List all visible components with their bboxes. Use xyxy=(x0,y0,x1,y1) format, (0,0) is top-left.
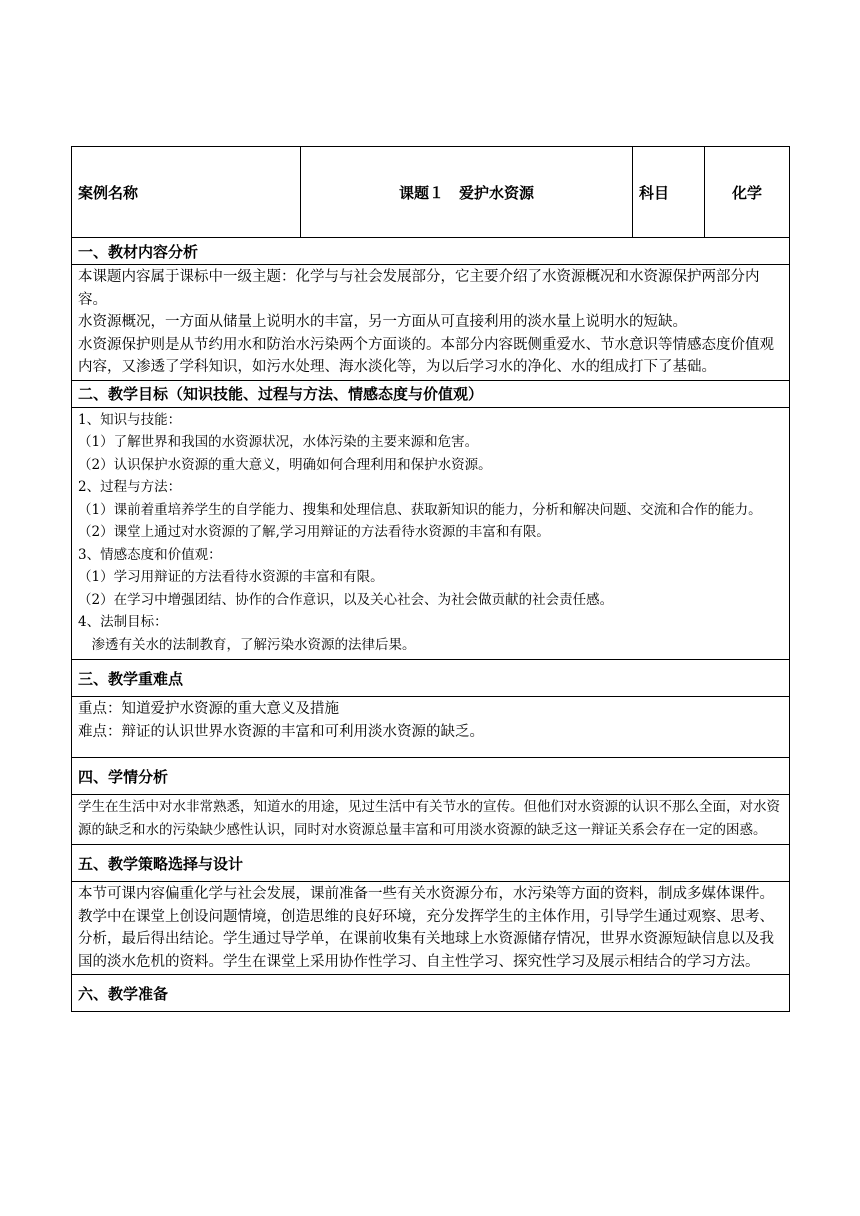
subject-label: 科目 xyxy=(633,147,705,238)
lesson-plan-sheet xyxy=(71,146,789,1012)
paragraph: 重点：知道爱护水资源的重大意义及措施 xyxy=(78,701,339,717)
paragraph: （2）课堂上通过对水资源的了解,学习用辩证的方法看待水资源的丰富和有限。 xyxy=(78,524,550,540)
paragraph: 3、情感态度和价值观： xyxy=(78,546,222,563)
paragraph: 学生在生活中对水非常熟悉，知道水的用途，见过生活中有关节水的宣传。但他们对水资源的认识不那么全面，对水资源的缺乏和水的污染缺少感性认识，同时对水资源总量丰富和可用淡水资源的缺乏这一辩证关系会存在一定的困惑。 xyxy=(78,799,780,838)
paragraph: （2）在学习中增强团结、协作的合作意识，以及关心社会、为社会做贡献的社会责任感。 xyxy=(78,591,614,608)
section-heading-key-points: 三、教学重难点 xyxy=(72,660,790,697)
section-heading-materials: 一、教材内容分析 xyxy=(72,238,790,265)
paragraph: （2）认识保护水资源的重大意义，明确如何合理利用和保护水资源。 xyxy=(78,456,492,473)
section-heading-preparation: 六、教学准备 xyxy=(72,975,790,1012)
paragraph: （1）了解世界和我国的水资源状况，水体污染的主要来源和危害。 xyxy=(78,434,479,450)
paragraph: 1、知识与技能： xyxy=(78,411,182,428)
subject-value: 化学 xyxy=(705,147,790,238)
case-title: 课题１ 爱护水资源 xyxy=(301,147,633,238)
paragraph: （1）学习用辩证的方法看待水资源的丰富和有限。 xyxy=(78,569,384,585)
header-row xyxy=(72,147,790,238)
section-heading-objectives: 二、教学目标（知识技能、过程与方法、情感态度与价值观） xyxy=(72,380,790,407)
paragraph: 渗透有关水的法制教育，了解污染水资源的法律后果。 xyxy=(78,636,416,653)
section-body-key-points xyxy=(72,697,790,758)
paragraph: 2、过程与方法： xyxy=(78,479,182,495)
paragraph: 水资源保护则是从节约用水和防治水污染两个方面谈的。本部分内容既侧重爱水、节水意识等情感态度价值观内容，又渗透了学科知识，如污水处理、海水淡化等，为以后学习水的净化、水的组成打下了基础。 xyxy=(78,336,774,375)
section-heading-student-analysis: 四、学情分析 xyxy=(72,758,790,795)
paragraph: 4、法制目标： xyxy=(78,614,168,630)
section-heading-strategy: 五、教学策略选择与设计 xyxy=(72,845,790,882)
section-body-student-analysis xyxy=(72,795,790,845)
section-body-strategy xyxy=(72,882,790,975)
paragraph: （1）课前着重培养学生的自学能力、搜集和处理信息、获取新知识的能力，分析和解决问题、交流和合作的能力。 xyxy=(78,501,762,518)
paragraph: 本节可课内容偏重化学与社会发展，课前准备一些有关水资源分布，水污染等方面的资料，制成多媒体课件。教学中在课堂上创设问题情境，创造思维的良好环境，充分发挥学生的主体作用，引导学生通过观察、思考、分析，最后得出结论。学生通过导学单，在课前收集有关地球上水资源储存情况，世界水资源短缺信息以及我国的淡水危机的资料。学生在课堂上采用协作性学习、自主性学习、探究性学习及展示相结合的学习方法。 xyxy=(78,886,774,970)
paragraph: 难点：辩证的认识世界水资源的丰富和可利用淡水资源的缺乏。 xyxy=(78,723,484,740)
lesson-plan-table xyxy=(71,146,790,1012)
case-name-label: 案例名称 xyxy=(72,147,301,238)
paragraph: 本课题内容属于课标中一级主题：化学与与社会发展部分，它主要介绍了水资源概况和水资源保护两部分内容。 xyxy=(78,269,760,308)
paragraph: 水资源概况，一方面从储量上说明水的丰富，另一方面从可直接利用的淡水量上说明水的短缺。 xyxy=(78,314,687,330)
section-body-materials xyxy=(72,265,790,381)
section-body-objectives xyxy=(72,407,790,660)
